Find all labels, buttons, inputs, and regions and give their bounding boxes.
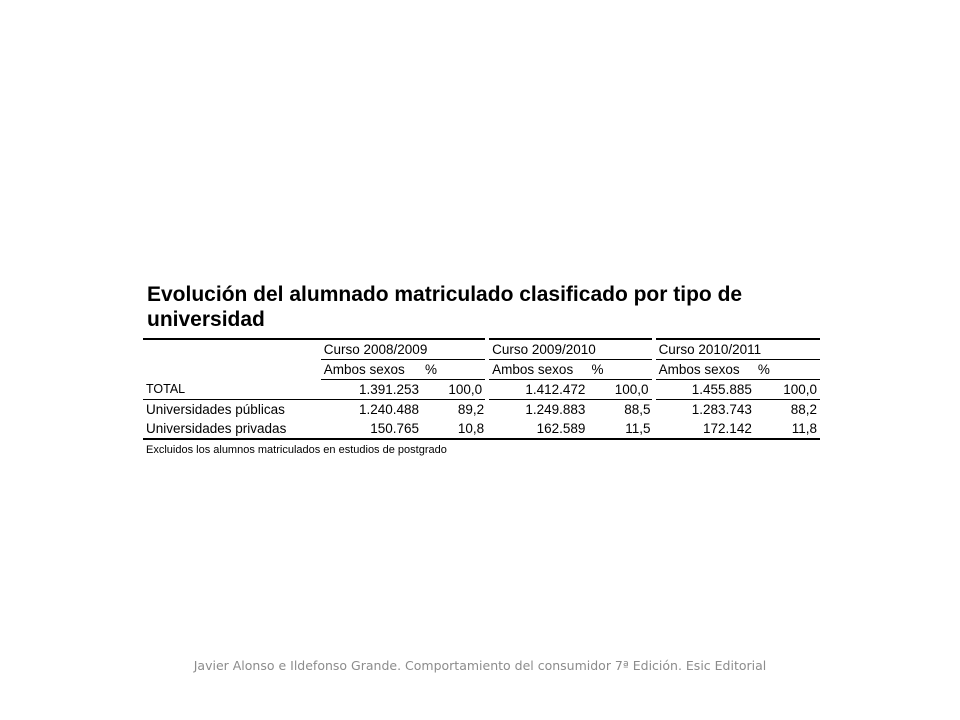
value-cell: 100,0 xyxy=(588,380,653,400)
value-cell: 1.412.472 xyxy=(487,380,588,400)
period-header-2010: Curso 2010/2011 xyxy=(654,339,820,360)
period-header-row xyxy=(143,339,820,360)
subheader-row xyxy=(143,360,820,380)
row-label: Universidades privadas xyxy=(143,419,321,439)
period-header-2009: Curso 2009/2010 xyxy=(487,339,653,360)
subheader-pct-2009: % xyxy=(588,360,653,380)
table-row xyxy=(143,400,820,420)
subheader-empty-cell xyxy=(143,360,321,380)
value-cell: 88,2 xyxy=(790,401,817,417)
subheader-pct-2010: % xyxy=(755,360,820,380)
value-cell: 89,2 xyxy=(457,401,485,417)
table-row xyxy=(143,380,820,400)
value-cell: 150.765 xyxy=(321,419,422,439)
enrollment-table xyxy=(143,338,820,440)
value-cell: 88,5 xyxy=(624,401,651,417)
period-header-2008: Curso 2008/2009 xyxy=(321,339,487,360)
header-empty-cell xyxy=(143,339,321,360)
table-row xyxy=(143,419,820,439)
subheader-count-2010: Ambos sexos xyxy=(654,360,755,380)
value-cell: 172.142 xyxy=(654,419,755,439)
row-label: TOTAL xyxy=(143,380,321,400)
value-cell: 11,8 xyxy=(755,419,820,439)
subheader-count-2008: Ambos sexos xyxy=(321,360,422,380)
row-label: Universidades públicas xyxy=(146,401,285,417)
value-cell: 1.249.883 xyxy=(525,401,586,417)
value-cell: 162.589 xyxy=(487,419,588,439)
value-cell: 100,0 xyxy=(755,380,820,400)
value-cell: 1.455.885 xyxy=(654,380,755,400)
table-note: Excluidos los alumnos matriculados en estudios de postgrado xyxy=(146,444,447,456)
value-cell: 1.283.743 xyxy=(691,401,752,417)
value-cell: 10,8 xyxy=(422,419,487,439)
subheader-count-2009: Ambos sexos xyxy=(487,360,588,380)
table-title: Evolución del alumnado matriculado clasificado por tipo de universidad xyxy=(147,283,743,331)
value-cell: 100,0 xyxy=(422,380,487,400)
value-cell: 1.240.488 xyxy=(358,401,420,417)
value-cell: 1.391.253 xyxy=(321,380,422,400)
slide-footer: Javier Alonso e Ildefonso Grande. Comportamiento del consumidor 7ª Edición. Esic Editorial xyxy=(193,658,767,673)
value-cell: 11,5 xyxy=(588,419,653,439)
subheader-pct-2008: % xyxy=(422,360,487,380)
